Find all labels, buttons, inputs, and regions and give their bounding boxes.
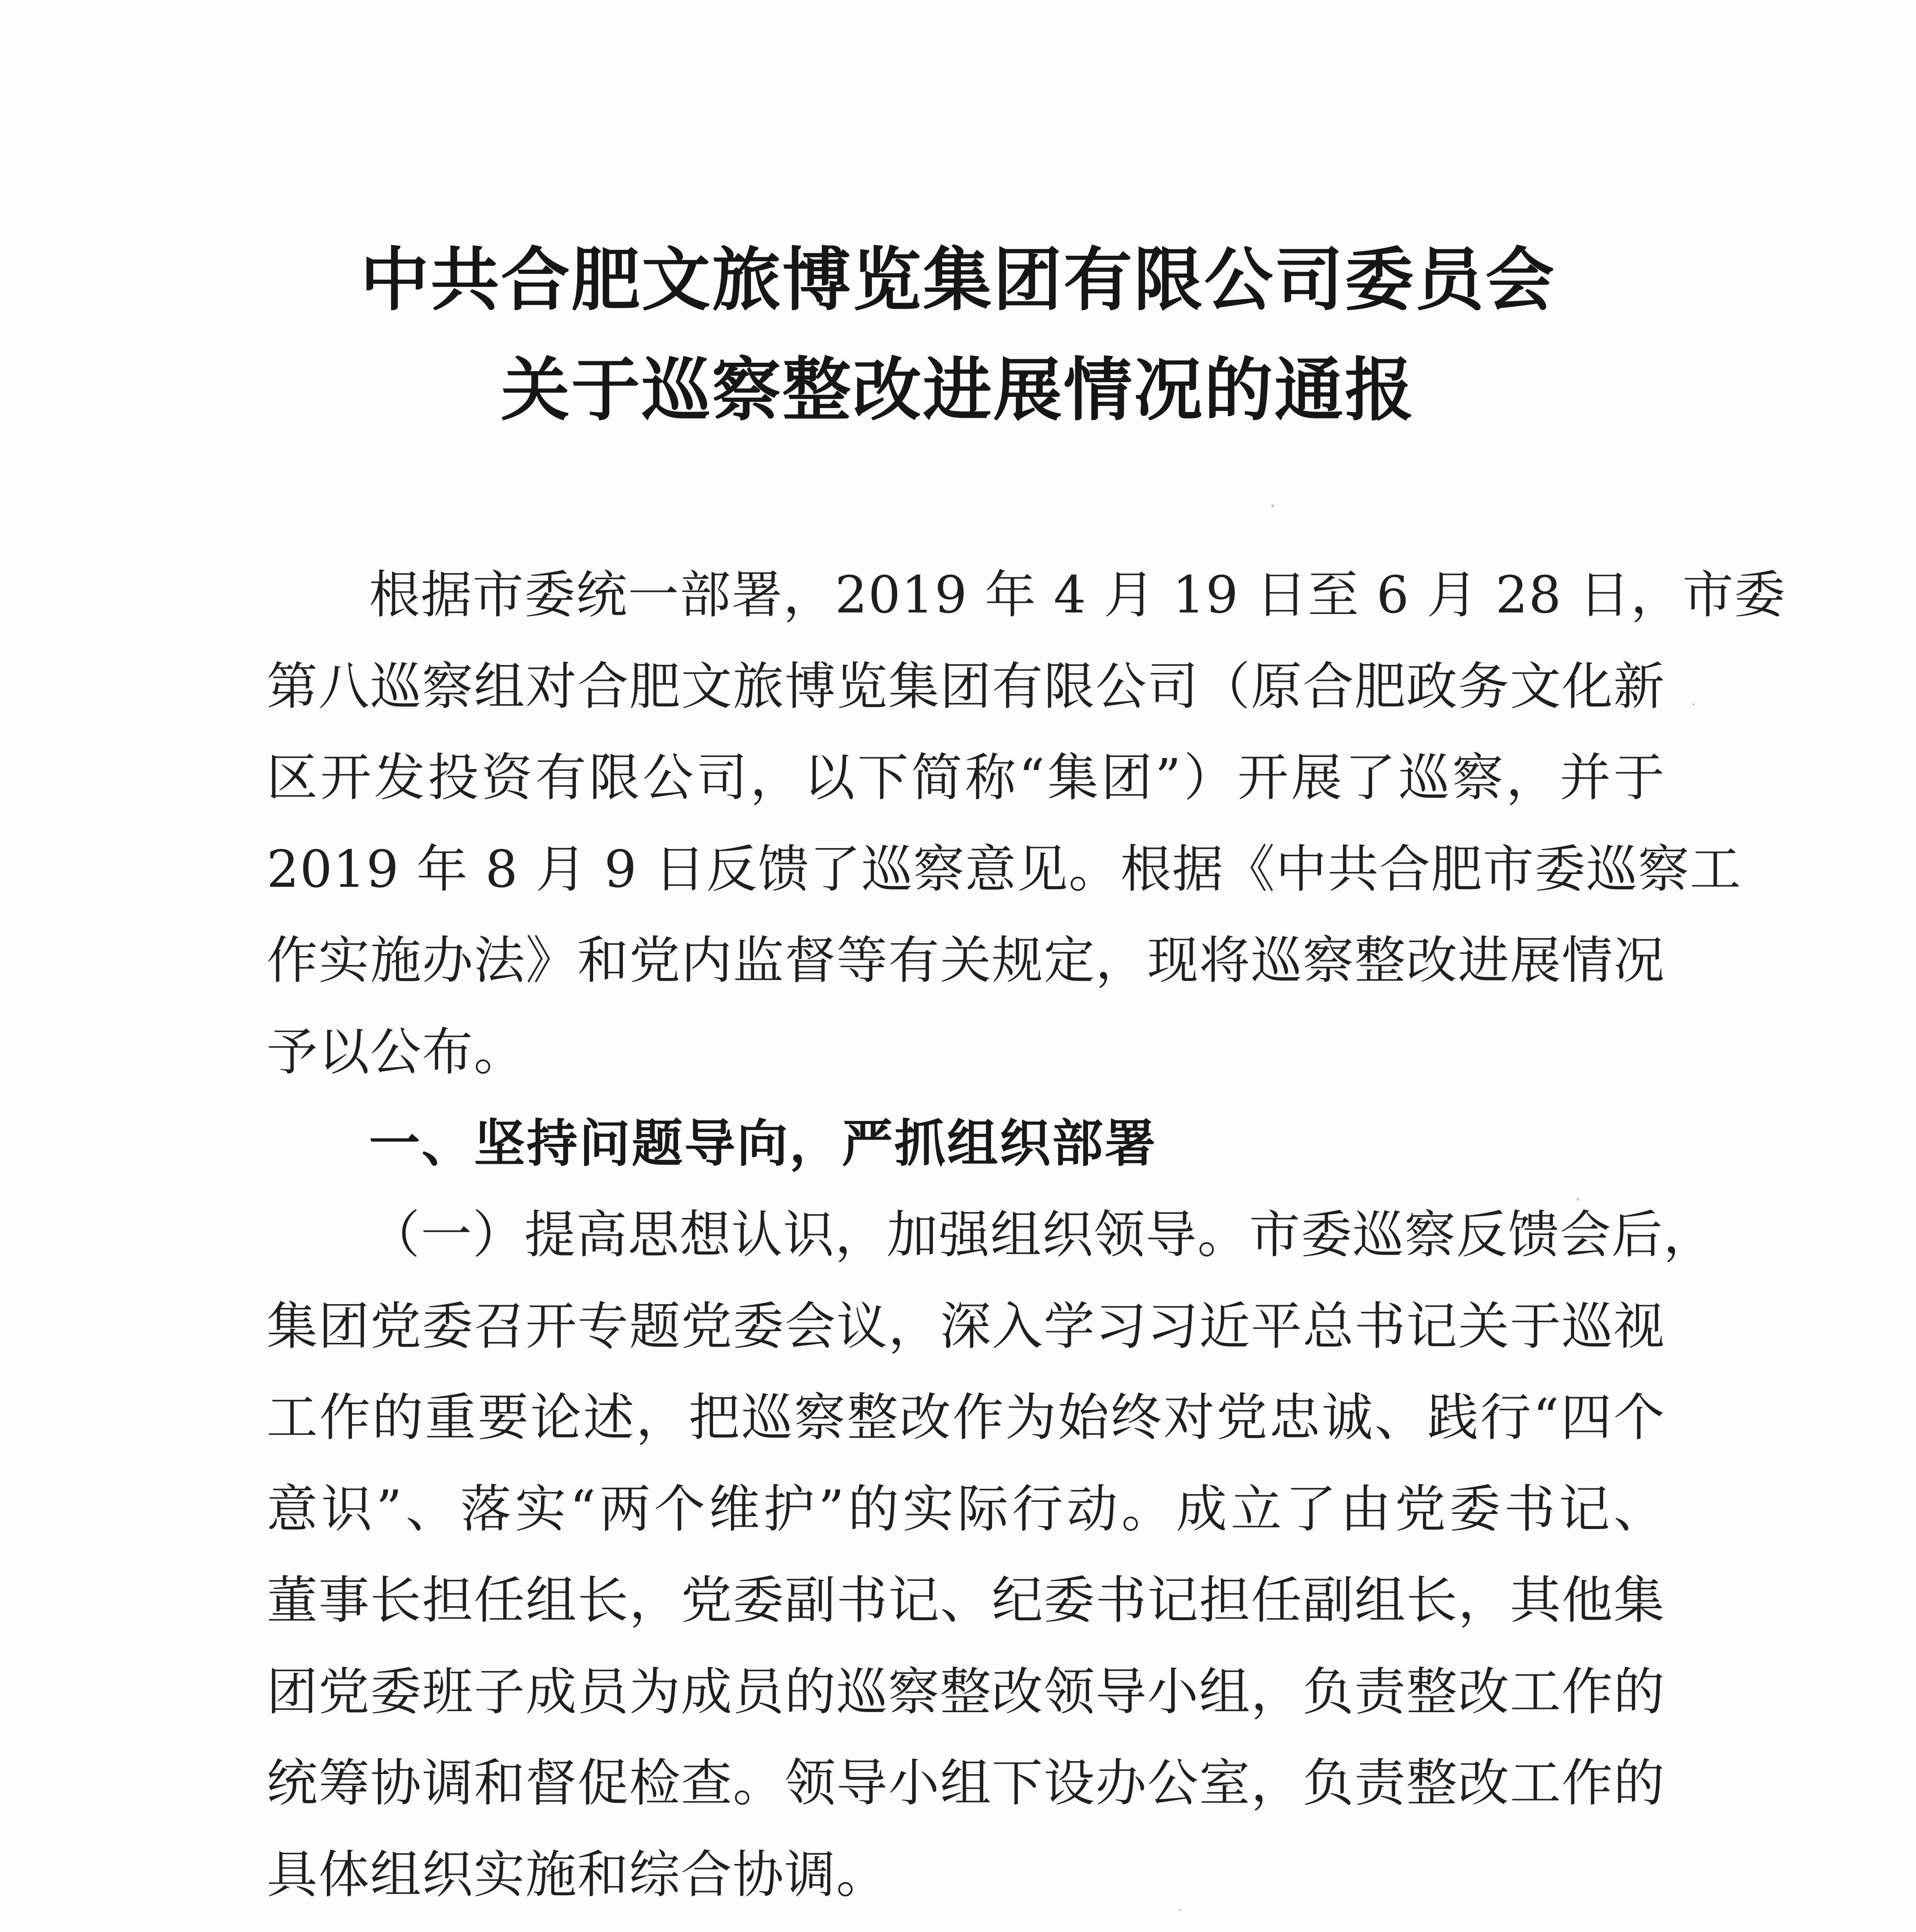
document-title-line-1: 中共合肥文旅博览集团有限公司委员会 (360, 240, 1556, 320)
paragraph-1-line: 予以公布。 (267, 1022, 525, 1082)
scan-speck (1692, 703, 1695, 706)
paragraph-1-line: 2019 年 8 月 9 日反馈了巡察意见。根据《中共合肥市委巡察工 (267, 840, 1742, 899)
paragraph-2-line: 董事长担任组长，党委副书记、纪委书记担任副组长，其他集 (267, 1571, 1665, 1630)
scan-speck (1576, 1198, 1579, 1201)
paragraph-1-line: 根据市委统一部署，2019 年 4 月 19 日至 6 月 28 日，市委 (369, 565, 1786, 625)
section-1-heading: 一、坚持问题导向，严抓组织部署 (369, 1114, 1157, 1173)
paragraph-2-line: 团党委班子成员为成员的巡察整改领导小组，负责整改工作的 (267, 1662, 1665, 1722)
paragraph-2-line: 具体组织实施和综合协调。 (267, 1845, 888, 1905)
paragraph-1-line: 作实施办法》和党内监督等有关规定，现将巡察整改进展情况 (267, 931, 1665, 990)
paragraph-1-line: 第八巡察组对合肥文旅博览集团有限公司（原合肥政务文化新 (267, 657, 1665, 716)
paragraph-2-line: 统筹协调和督促检查。领导小组下设办公室，负责整改工作的 (267, 1753, 1665, 1813)
paragraph-1-line: 区开发投资有限公司，以下简称“集团”）开展了巡察，并于 (267, 748, 1665, 808)
document-title-line-2: 关于巡察整改进展情况的通报 (501, 350, 1415, 430)
paragraph-2-line: 集团党委召开专题党委会议，深入学习习近平总书记关于巡视 (267, 1297, 1665, 1356)
paragraph-2-line: 意识”、落实“两个维护”的实际行动。成立了由党委书记、 (267, 1480, 1665, 1539)
paragraph-2-line (267, 1204, 1715, 1266)
scan-speck (1271, 504, 1274, 507)
paragraph-2-line-text: （一）提高思想认识，加强组织领导。市委巡察反馈会后， (369, 1205, 1715, 1265)
paragraph-2-line: 工作的重要论述，把巡察整改作为始终对党忠诚、践行“四个 (267, 1388, 1665, 1447)
scan-speck (1178, 1909, 1181, 1911)
